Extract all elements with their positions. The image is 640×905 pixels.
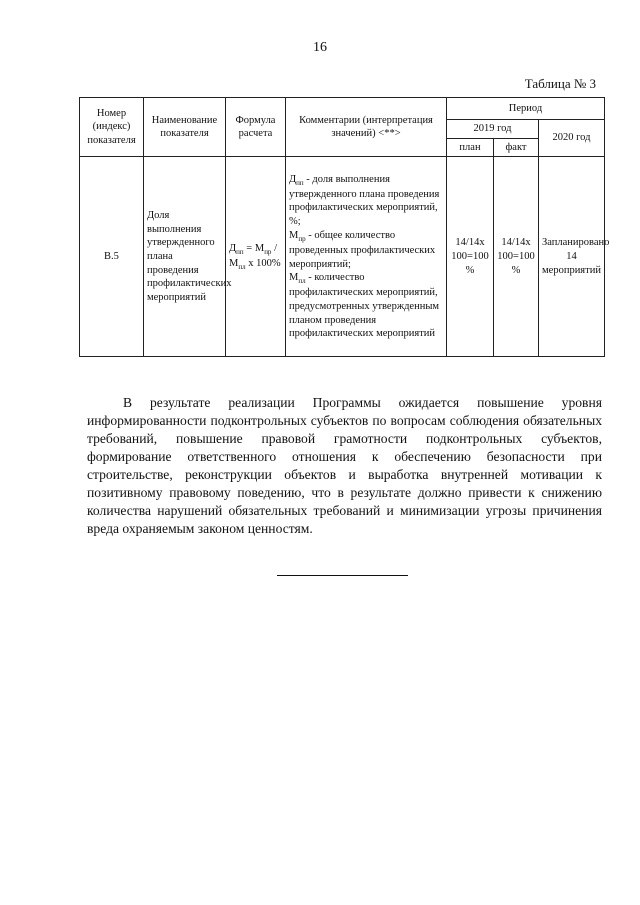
row-comment [286,157,447,357]
formula-m-sub: пр [264,247,272,256]
formula-d-sub: пп [236,247,244,256]
comment-line-3 [289,271,443,341]
header-plan: план [447,138,494,157]
formula-div: / М [229,242,277,269]
header-index: Номер (индекс) показателя [80,98,144,157]
page-number: 16 [313,40,327,55]
indicators-table [79,97,610,357]
body-paragraph: В результате реализации Программы ожидается повышение уровня информированности подконтрольных субъектов по вопросам соблюдения обязательных требований, повышение правовой грамотности подконтрольных субъектов, формирование ответственного отношения к обеспечению безопасности при строительстве, реконструкции объектов и выработка внутренней мотивации к позитивному правовому поведению, что в результате должно привести к снижению количества нарушений обязательных требований и минимизации угрозы причинения вреда охраняемым законом ценностям. [87,395,602,536]
comment-3-text: - количество профилактических мероприятий, предусмотренных утвержденным планом проведения профилактических мероприятий [289,272,440,340]
comment-1-text: - доля выполнения утвержденного плана проведения профилактических мероприятий, %; [289,173,440,228]
table-row [80,157,605,357]
header-formula: Формула расчета [226,98,286,157]
formula-eq: = М [243,242,265,254]
formula-m2-sub: пл [238,262,246,271]
formula-d: Д [229,242,237,254]
comment-1-sub: пп [296,178,304,187]
row-plan-2019: 14/14х 100=100 % [447,157,494,357]
comment-1-symbol: Д [289,173,297,185]
table-caption: Таблица № 3 [524,76,596,91]
row-index: В.5 [80,157,144,357]
row-fact-2019: 14/14х 100=100 % [494,157,539,357]
row-value-2020: Запланировано 14 мероприятий [539,157,605,357]
comment-2-sub: пр [298,234,306,243]
end-rule [277,575,408,576]
header-year-2019: 2019 год [447,120,539,139]
header-fact: факт [494,138,539,157]
comment-line-2 [289,229,443,271]
row-name: Доля выполнения утвержденного плана проведения профилактических мероприятий [144,157,226,357]
comment-3-sub: пл [298,277,306,286]
row-formula [226,157,286,357]
header-year-2020: 2020 год [539,120,605,157]
formula-tail: х 100% [245,257,281,269]
comment-2-text: - общее количество проведенных профилактических мероприятий; [289,229,436,270]
comment-3-symbol: М [289,272,299,284]
header-period: Период [447,98,605,120]
header-name: Наименование показателя [144,98,226,157]
comment-line-1 [289,173,443,229]
comment-2-symbol: М [289,229,299,241]
header-comments: Комментарии (интерпретация значений) <**> [286,98,447,157]
